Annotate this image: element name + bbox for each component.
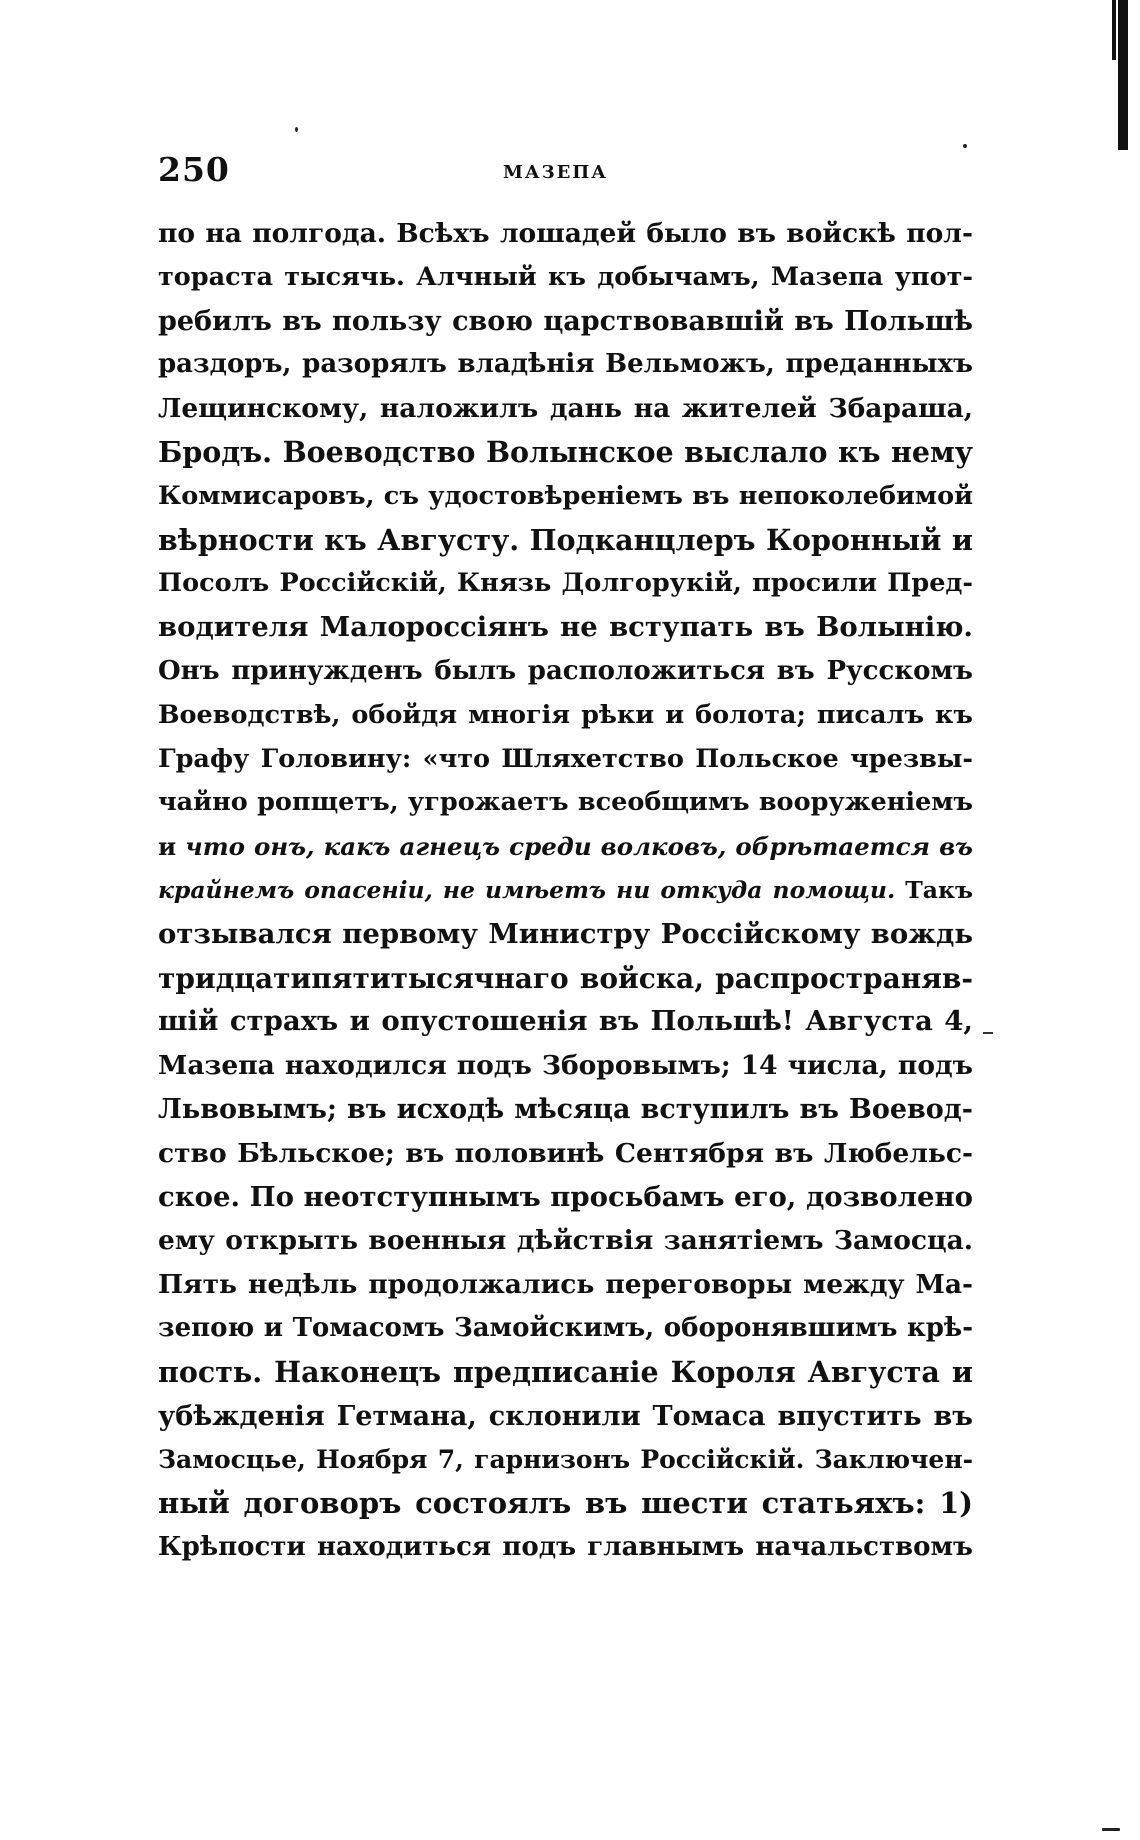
text-line <box>158 1132 973 1176</box>
text-run: Такъ <box>895 875 973 904</box>
text-line <box>158 1044 973 1088</box>
running-head: МАЗЕПА <box>503 162 608 183</box>
text-line <box>158 694 973 738</box>
text-run: раздоръ, разорялъ владѣнiя Вельможъ, преданныхъ <box>158 349 973 380</box>
scan-edge-line <box>1112 0 1116 60</box>
text-line <box>158 1219 973 1263</box>
margin-mark <box>983 1032 993 1034</box>
text-line <box>158 1395 973 1439</box>
text-line <box>158 869 973 913</box>
text-run: Коммисаровъ, съ удостовѣренiемъ въ непоколебимой <box>158 480 973 511</box>
page-number: 250 <box>158 150 230 189</box>
text-run: чайно ропщетъ, угрожаетъ всеобщимъ вооруженiемъ <box>158 787 973 818</box>
text-line <box>158 343 973 387</box>
text-line <box>158 1438 973 1482</box>
text-run: Посолъ Россiйскiй, Князь Долгорукiй, просили Пред- <box>158 568 973 599</box>
text-line <box>158 1307 973 1351</box>
scan-edge-shadow <box>1118 0 1128 150</box>
text-line <box>158 1088 973 1132</box>
text-line <box>158 606 973 650</box>
text-run: Крѣпости находиться подъ главнымъ начальствомъ <box>158 1531 973 1562</box>
text-run: ребилъ въ пользу свою царствовавшiй въ Польшѣ <box>158 305 973 337</box>
text-run: Пять недѣль продолжались переговоры между Ма- <box>158 1269 973 1301</box>
text-line <box>158 1000 973 1044</box>
text-line <box>158 957 973 1001</box>
text-line <box>158 519 973 563</box>
scan-speck <box>1102 1828 1120 1831</box>
text-run: и <box>158 832 186 862</box>
text-run: Мазепа находился подъ Зборовымъ; 14 числа, подъ <box>158 1050 973 1082</box>
page-header <box>158 150 978 200</box>
scan-speck <box>295 127 298 132</box>
text-line <box>158 1351 973 1395</box>
text-run: Львовымъ; въ исходѣ мѣсяца вступилъ въ Воевод- <box>158 1093 973 1125</box>
text-run: Бродъ. Воеводство Волынское выслало къ нему <box>158 434 973 469</box>
text-run: ское. По неотступнымъ просьбамъ его, дозволено <box>158 1180 973 1213</box>
text-run: тридцатипятитысячнаго войска, распространяв- <box>158 961 973 995</box>
text-run: Замосцье, Ноября 7, гарнизонъ Россiйскiй. Заключен- <box>158 1445 973 1475</box>
text-run: по на полгода. Всѣхъ лошадей было въ войскѣ пол- <box>158 218 973 249</box>
text-run: пость. Наконецъ предписанiе Короля Августа и <box>158 1354 973 1389</box>
text-run: зепою и Томасомъ Замойскимъ, оборонявшимъ крѣ- <box>158 1312 973 1343</box>
text-line <box>158 300 973 344</box>
text-line <box>158 431 973 475</box>
text-line <box>158 212 973 256</box>
text-run: водителя Малороссiянъ не вступать въ Волынiю. <box>158 611 973 644</box>
text-run: отзывался первому Министру Россiйскому вождь <box>158 917 973 950</box>
text-line <box>158 475 973 519</box>
body-text <box>158 212 973 1570</box>
italic-text-run: крайнемъ опасенiи, не имѣетъ ни откуда помощи. <box>158 875 896 904</box>
italic-text-run: что онъ, какъ агнецъ среди волковъ, обрѣтается въ <box>185 832 973 862</box>
text-line <box>158 1176 973 1220</box>
text-line <box>158 650 973 694</box>
text-line <box>158 387 973 431</box>
scan-speck <box>963 144 967 148</box>
text-line <box>158 825 973 869</box>
text-line <box>158 781 973 825</box>
text-line <box>158 562 973 606</box>
text-line <box>158 256 973 300</box>
text-run: Воеводствѣ, обойдя многiя рѣки и болота; писалъ къ <box>158 699 973 730</box>
text-run: ему открыть военныя дѣйствiя занятiемъ Замосца. <box>158 1225 973 1257</box>
text-run: Онъ принужденъ былъ расположиться въ Русскомъ <box>158 655 973 686</box>
text-run: Лещинскому, наложилъ дань на жителей Збараша, <box>158 393 973 425</box>
text-run: Графу Головину: «что Шляхетство Польское чрезвы- <box>158 743 973 774</box>
text-line <box>158 738 973 782</box>
text-line <box>158 1263 973 1307</box>
text-run: ство Бѣльское; въ половинѣ Сентября въ Любельс- <box>158 1137 973 1169</box>
text-line <box>158 1526 973 1570</box>
text-run: ный договоръ состоялъ въ шести статьяхъ: 1) <box>158 1486 973 1521</box>
text-run: убѣжденiя Гетмана, склонили Томаса впустить въ <box>158 1400 973 1432</box>
text-run: тораста тысячь. Алчный къ добычамъ, Мазепа упот- <box>158 261 973 292</box>
text-line <box>158 913 973 957</box>
text-run: шiй страхъ и опустошенiя въ Польшѣ! Августа 4, <box>158 1005 973 1038</box>
text-line <box>158 1482 973 1526</box>
text-run: вѣрности къ Августу. Подканцлеръ Коронный и <box>158 522 973 557</box>
